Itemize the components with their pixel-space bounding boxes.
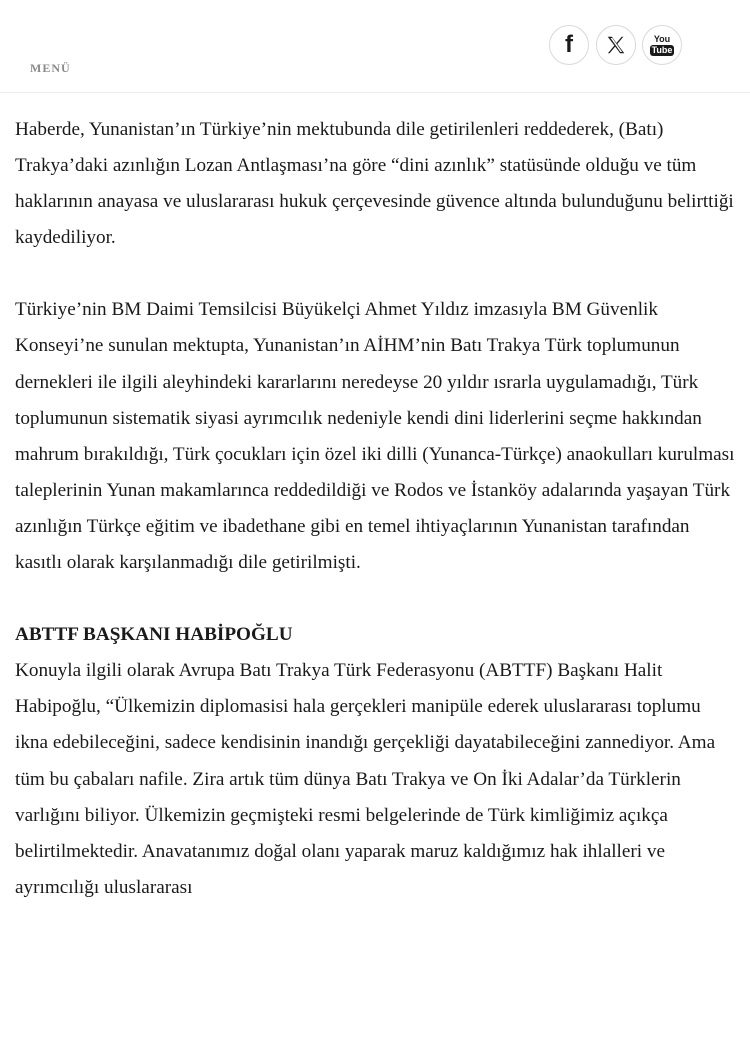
top-bar <box>0 0 750 93</box>
menu-button[interactable]: MENÜ <box>30 61 71 75</box>
facebook-button[interactable] <box>549 25 589 65</box>
article-paragraph-1: Haberde, Yunanistan’ın Türkiye’nin mektubunda dile getirilenleri reddederek, (Batı) Trakya’daki azınlığın Lozan Antlaşması’na göre “dini azınlık” statüsünde olduğu ve tüm haklarının anayasa ve uluslararası hukuk çerçevesinde güvence altında bulunduğunu belirttiği kaydediliyor. <box>15 119 734 249</box>
x-icon <box>605 34 627 56</box>
youtube-icon-you: You <box>653 33 671 44</box>
x-twitter-button[interactable] <box>596 25 636 65</box>
section-heading: ABTTF BAŞKANI HABİPOĞLU <box>15 624 293 646</box>
article-body <box>15 112 737 942</box>
facebook-icon: f <box>565 31 573 58</box>
article-paragraph-3: Konuyla ilgili olarak Avrupa Batı Trakya Türk Federasyonu (ABTTF) Başkanı Halit Habipoğlu, “Ülkemizin diplomasisi hala gerçekleri manipüle ederek uluslararası toplumu ikna edebileceğini, sadece kendisinin inandığı gerçekliği dayatabileceğini zannediyor. Ama tüm bu çabaları nafile. Zira artık tüm dünya Batı Trakya ve On İki Adalar’da Türklerin varlığını biliyor. Ülkemizin geçmişteki resmi belgelerinde de Türk kimliğimiz açıkça belirtilmektedir. Anavatanımız doğal olanı yaparak maruz kaldığımız hak ihlalleri ve ayrımcılığı uluslararası <box>15 660 716 898</box>
youtube-icon-tube: Tube <box>651 44 673 55</box>
article-paragraph-2: Türkiye’nin BM Daimi Temsilcisi Büyükelçi Ahmet Yıldız imzasıyla BM Güvenlik Konseyi’ne sunulan mektupta, Yunanistan’ın AİHM’nin Batı Trakya Türk toplumunun dernekleri ile ilgili aleyhindeki kararlarını neredeyse 20 yıldır ısrarla uygulamadığı, Türk toplumunun sistematik siyasi ayrımcılık nedeniyle kendi dini liderlerini seçme hakkından mahrum bırakıldığı, Türk çocukları için özel iki dilli (Yunanca-Türkçe) anaokulları kurulması taleplerinin Yunan makamlarınca reddedildiği ve Rodos ve İstanköy adalarında yaşayan Türk azınlığın Türkçe eğitim ve ibadethane gibi en temel ihtiyaçlarının Yunanistan tarafından kasıtlı olarak karşılanmadığı dile getirilmişti. <box>15 299 735 574</box>
youtube-icon <box>650 35 675 56</box>
youtube-button[interactable] <box>642 25 682 65</box>
